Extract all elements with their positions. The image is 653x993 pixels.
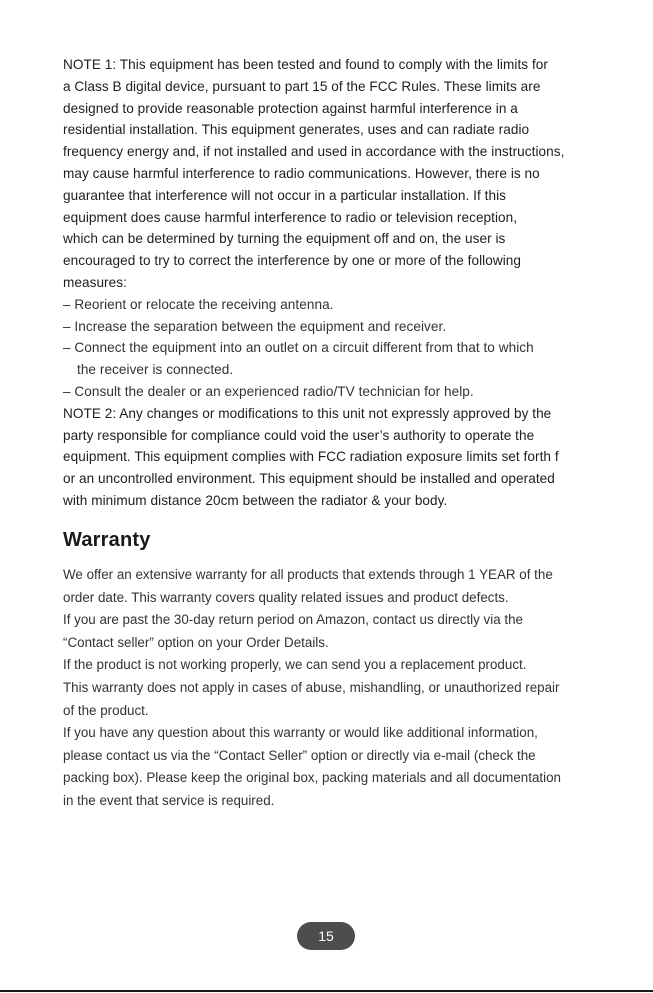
warranty-line: If the product is not working properly, we can send you a replacement product. <box>63 657 527 673</box>
bottom-divider <box>0 990 653 992</box>
fcc-line: which can be determined by turning the equipment off and on, the user is <box>63 231 506 247</box>
fcc-line: guarantee that interference will not occur in a particular installation. If this <box>63 187 507 203</box>
warranty-line: order date. This warranty covers quality related issues and product defects. <box>63 589 509 605</box>
measure-item-continuation: the receiver is connected. <box>77 362 234 378</box>
warranty-line: of the product. <box>63 702 149 718</box>
warranty-line: “Contact seller” option on your Order Details. <box>63 634 329 650</box>
warranty-line: in the event that service is required. <box>63 792 275 808</box>
page-number-badge: 15 <box>297 922 355 950</box>
fcc-line: NOTE 1: This equipment has been tested and found to comply with the limits for <box>63 57 548 72</box>
fcc-line: may cause harmful interference to radio communications. However, there is no <box>63 165 540 181</box>
warranty-line: packing box). Please keep the original box, packing materials and all documentation <box>63 770 561 786</box>
measure-item: – Connect the equipment into an outlet on a circuit different from that to which <box>63 340 534 356</box>
note2-line: equipment. This equipment complies with FCC radiation exposure limits set forth f <box>63 449 559 465</box>
warranty-body <box>63 564 623 813</box>
measure-item: – Consult the dealer or an experienced radio/TV technician for help. <box>63 383 474 399</box>
note2-line: with minimum distance 20cm between the radiator & your body. <box>63 492 448 508</box>
fcc-line: measures: <box>63 274 127 290</box>
measure-item: – Increase the separation between the equipment and receiver. <box>63 318 447 334</box>
warranty-line: please contact us via the “Contact Seller” option or directly via e-mail (check the <box>63 747 536 763</box>
warranty-line: If you have any question about this warranty or would like additional information, <box>63 725 538 741</box>
warranty-line: This warranty does not apply in cases of abuse, mishandling, or unauthorized repair <box>63 679 560 695</box>
fcc-line: equipment does cause harmful interference to radio or television reception, <box>63 209 518 225</box>
fcc-line: frequency energy and, if not installed and used in accordance with the instructions, <box>63 144 565 160</box>
fcc-line: designed to provide reasonable protection against harmful interference in a <box>63 100 518 116</box>
fcc-statement <box>63 54 623 512</box>
fcc-line: encouraged to try to correct the interference by one or more of the following <box>63 253 521 269</box>
note2-line: or an uncontrolled environment. This equipment should be installed and operated <box>63 471 555 487</box>
fcc-line: a Class B digital device, pursuant to part 15 of the FCC Rules. These limits are <box>63 78 541 94</box>
note2-line: NOTE 2: Any changes or modifications to this unit not expressly approved by the <box>63 405 552 421</box>
warranty-line: We offer an extensive warranty for all products that extends through 1 YEAR of the <box>63 567 553 582</box>
measure-item: – Reorient or relocate the receiving antenna. <box>63 296 334 312</box>
fcc-line: residential installation. This equipment generates, uses and can radiate radio <box>63 122 530 138</box>
warranty-heading: Warranty <box>63 529 151 551</box>
warranty-line: If you are past the 30-day return period on Amazon, contact us directly via the <box>63 612 524 628</box>
note2-line: party responsible for compliance could void the user’s authority to operate the <box>63 427 535 443</box>
